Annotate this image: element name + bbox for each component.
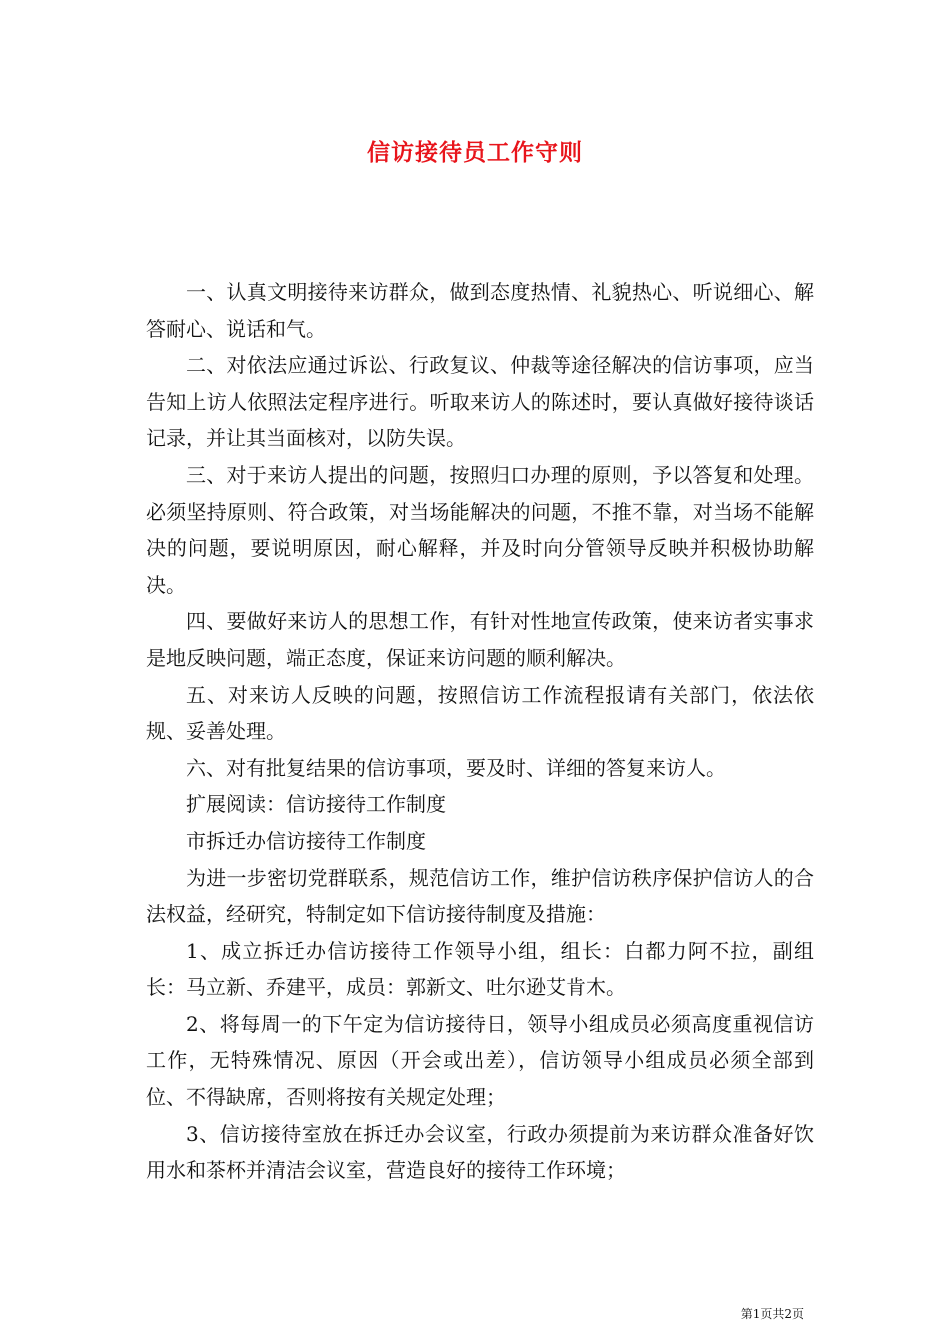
- paragraph-2: 二、对依法应通过诉讼、行政复议、仲裁等途径解决的信访事项，应当告知上访人依照法定程序进行。听取来访人的陈述时，要认真做好接待谈话记录，并让其当面核对，以防失误。: [146, 353, 814, 451]
- page-number-footer: 第1页共2页: [740, 1307, 804, 1321]
- paragraph-4: 四、要做好来访人的思想工作，有针对性地宣传政策，使来访者实事求是地反映问题，端正态度，保证来访问题的顺利解决。: [146, 609, 814, 670]
- document-body: [146, 274, 814, 1189]
- paragraph-6: 六、对有批复结果的信访事项，要及时、详细的答复来访人。: [186, 755, 726, 780]
- paragraph-5: 五、对来访人反映的问题，按照信访工作流程报请有关部门，依法依规、妥善处理。: [146, 682, 814, 744]
- rule-1: 1、成立拆迁办信访接待工作领导小组，组长：白都力阿不拉，副组长：马立新、乔建平，成员：郭新文、吐尔逊艾肯木。: [146, 938, 814, 1000]
- extended-reading-heading: 扩展阅读：信访接待工作制度: [186, 792, 446, 817]
- section-heading: 市拆迁办信访接待工作制度: [186, 828, 426, 853]
- rule-3: 3、信访接待室放在拆迁办会议室，行政办须提前为来访群众准备好饮用水和茶杯并清洁会议室，营造良好的接待工作环境；: [146, 1121, 814, 1183]
- rule-2: 2、将每周一的下午定为信访接待日，领导小组成员必须高度重视信访工作，无特殊情况、原因（开会或出差），信访领导小组成员必须全部到位、不得缺席，否则将按有关规定处理；: [146, 1011, 814, 1110]
- paragraph-1: 一、认真文明接待来访群众，做到态度热情、礼貌热心、听说细心、解答耐心、说话和气。: [146, 280, 814, 341]
- intro-paragraph: 为进一步密切党群联系，规范信访工作，维护信访秩序保护信访人的合法权益，经研究，特制定如下信访接待制度及措施：: [146, 865, 814, 927]
- paragraph-3: 三、对于来访人提出的问题，按照归口办理的原则，予以答复和处理。必须坚持原则、符合政策，对当场能解决的问题，不推不靠，对当场不能解决的问题，要说明原因，耐心解释，并及时向分管领导反映并积极协助解决。: [146, 462, 814, 597]
- document-title: 信访接待员工作守则: [367, 139, 583, 166]
